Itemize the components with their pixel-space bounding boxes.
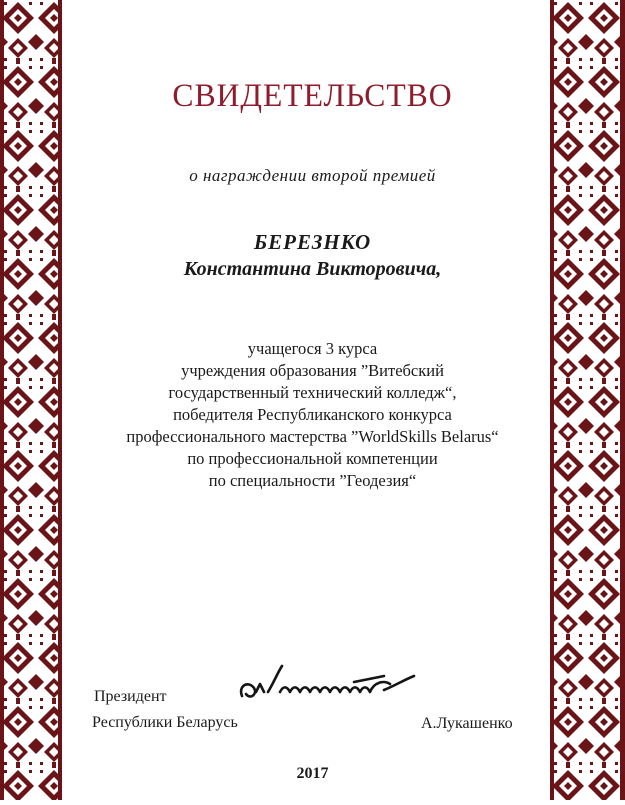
description-line: учащегося 3 курса [247, 339, 378, 358]
signatory-name: А.Лукашенко [421, 715, 513, 732]
signatory-title-line2: Республики Беларусь [92, 714, 238, 731]
ornament-border-left-icon [0, 0, 62, 800]
description-line: учреждения образования ”Витебский [181, 361, 444, 380]
certificate-year: 2017 [296, 765, 329, 782]
award-description [100, 338, 525, 492]
certificate-title: СВИДЕТЕЛЬСТВО [172, 78, 453, 114]
ornament-border-right-icon [550, 0, 625, 800]
handwritten-signature [234, 662, 424, 710]
description-line: победителя Республиканского конкурса [173, 405, 452, 424]
recipient-name: Константина Викторовича, [183, 258, 442, 280]
description-line: по специальности ”Геодезия“ [208, 471, 417, 490]
signatory-title-line1: Президент [94, 688, 167, 705]
certificate-subtitle: о награждении второй премией [189, 166, 436, 185]
recipient-surname: БЕРЕЗНКО [253, 230, 372, 254]
description-line: по профессиональной компетенции [187, 449, 438, 468]
description-line: государственный технический колледж“, [168, 383, 457, 402]
description-line: профессионального мастерства ”WorldSkills Belarus“ [126, 427, 499, 446]
